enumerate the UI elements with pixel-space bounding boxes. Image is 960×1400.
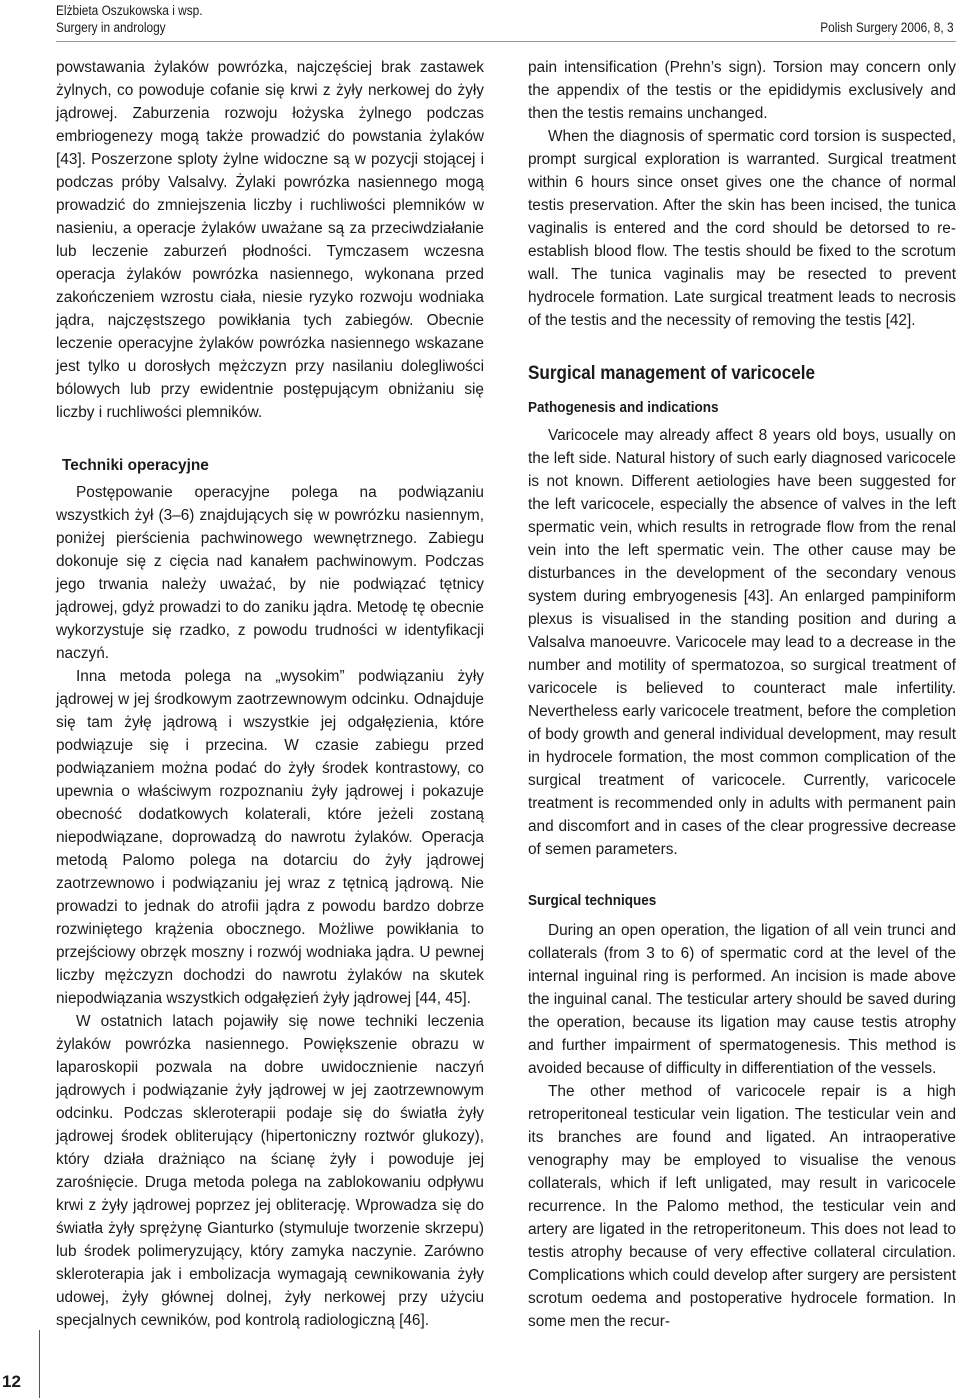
- header-section: Surgery in andrology: [56, 20, 166, 35]
- right-section-heading: Surgical management of varicocele: [528, 363, 816, 384]
- right-paragraph-4: During an open operation, the ligation of all vein trunci and collaterals (from 3 to 6) of spermatic cord at the level of the internal inguinal ring is performed. An incision is made above the inguinal canal. The testicular artery should be saved during the operation, because its ligation may cause testis atrophy and further impairment of spermatogenesis. This method is avoided because of difficulty in differentiation of the vessels.: [528, 922, 956, 1077]
- header-authors: Elżbieta Oszukowska i wsp.: [56, 3, 203, 18]
- right-paragraph-3: Varicocele may already affect 8 years old boys, usually on the left side. Natural history of such early diagnosed varicocele is not known. Different aetiologies have been suggested for the left varicocele, especially the absence of valves in the left spermatic vein, which results in retrograde flow from the renal vein into the left spermatic vein. The other cause may be disturbances in the development of the secondary venous system during embryogenesis [43]. An enlarged pampiniform plexus is visualised in the standing position and during a Valsalva manoeuvre. Varicocele may lead to a decrease in the number and motility of spermatozoa, so surgical treatment of varicocele is believed to counteract male infertility. Nevertheless early varicocele treatment, before the completion of body growth and general individual development, may result in hydrocele formation, the most common complication of the surgical treatment of varicocele. Currently, varicocele treatment is recommended only in adults with permanent pain and discomfort and in cases of the clear progressive decrease of semen parameters.: [528, 427, 956, 858]
- right-paragraph-5: The other method of varicocele repair is a high retroperitoneal testicular vein ligation. The testicular vein and its branches are found and ligated. An intraoperative venography may be employed to visualise the venous collaterals, which if left unligated, may result in varicocele recurrence. In the Palomo method, the testicular vein and artery are ligated in the retroperitoneum. This does not lead to testis atrophy because of very effective collateral circulation. Complications which could develop after surgery are persistent scrotum oedema and postoperative hydrocele formation. In some men the recur-: [528, 1083, 956, 1330]
- page-number: 12: [2, 1372, 21, 1391]
- left-section-heading: Techniki operacyjne: [62, 457, 209, 474]
- right-column: [528, 56, 956, 1333]
- right-subheading-pathogenesis: Pathogenesis and indications: [528, 399, 719, 416]
- header-journal: Polish Surgery 2006, 8, 3: [820, 20, 954, 35]
- right-paragraph-1: pain intensification (Prehn’s sign). Torsion may concern only the appendix of the testis or the epididymis exclusively and then the testis remains unchanged.: [528, 59, 956, 122]
- left-paragraph-4: W ostatnich latach pojawiły się nowe techniki leczenia żylaków powrózka nasiennego. Powiększenie obrazu w laparoskopii pozwala na dobre uwidocznienie naczyń jądrowych i podwiązanie żyły jądrowej w jej zaotrzewnowym odcinku. Podczas skleroterapii podaje się do światła żyły jądrowej środek obliterujący (hipertoniczny roztwór glukozy), który działa drażniąco na ścianę żyły i powoduje jej zarośnięcie. Druga metoda polega na zablokowaniu odpływu krwi z żyły jądrowej poprzez jej obliterację. Wprowadza się do światła żyły sprężynę Gianturko (stymuluje tworzenie skrzepu) lub środek polimeryzujący, który zamyka naczynie. Zarówno skleroterapia jak i embolizacja wymagają cewnikowania żyły udowej, żyły głównej dolnej, żyły nerkowej przy użyciu specjalnych cewników, pod kontrolą radiologiczną [46].: [56, 1013, 484, 1329]
- left-paragraph-1: powstawania żylaków powrózka, najczęściej brak zastawek żylnych, co powoduje cofanie się krwi z żyły nerkowej do żyły jądrowej. Zaburzenia rozwoju łożyska żylnego podczas embriogenezy mogą także prowadzić do powstania żylaków [43]. Poszerzone sploty żylne widoczne są w pozycji stojącej i podczas próby Valsalvy. Żylaki powrózka nasiennego mogą prowadzić do zmniejszenia liczby i ruchliwości plemników w nasieniu, a operacje żylaków uważane są za przeciwdziałanie lub leczenie zaburzeń płodności. Tymczasem wczesna operacja żylaków powrózka nasiennego, wykonana przed zakończeniem wzrostu ciała, niesie ryzyko rozwoju wodniaka jądra, najczęstszego powikłania tych zabiegów. Obecnie leczenie operacyjne żylaków powrózka nasiennego wskazane jest tylko u dorosłych mężczyzn przy nasilaniu dolegliwości bólowych lub przy ewidentnie postępującym obniżaniu się liczby i ruchliwości plemników.: [56, 59, 484, 421]
- left-paragraph-3: Inna metoda polega na „wysokim” podwiązaniu żyły jądrowej w jej środkowym zaotrzewnowym odcinku. Odnajduje się tam żyłę jądrową i wszystkie jej odgałęzienia, które podwiązuje się i przecina. W czasie zabiegu przed podwiązaniem można podać do żyły środek kontrastowy, co upewnia o właściwym rozpoznaniu żyły jądrowej i pokazuje obecność dodatkowych kolaterali, które jeżeli zostaną niepodwiązane, doprowadzą do nawrotu żylaków. Operacja metodą Palomo polega na dotarciu do żyły jądrowej zaotrzewnowo i podwiązaniu jej wraz z tętnicą jądrową. Nie prowadzi to jednak do atrofii jądra z powodu bardzo dobrze rozwiniętego krążenia obocznego. Możliwe powikłania to przejściowy obrzęk moszny i rozwój wodniaka jądra. U pewnej liczby mężczyzn dochodzi do nawrotu żylaków na skutek niepodwiązania wszystkich odgałęzień żyły jądrowej [44, 45].: [56, 668, 484, 1007]
- header-divider: [56, 41, 956, 42]
- left-column: [56, 56, 484, 1332]
- running-header-left: [56, 2, 203, 36]
- page-number-divider: [39, 1330, 40, 1398]
- right-paragraph-2: When the diagnosis of spermatic cord torsion is suspected, prompt surgical exploration is warranted. Surgical treatment within 6 hours since onset gives one the chance of normal testis preservation. After the skin has been incised, the tunica vaginalis is entered and the cord should be detorsed to re-establish blood flow. The testis should be fixed to the scrotum wall. The tunica vaginalis may be resected to prevent hydrocele formation. Late surgical treatment leads to necrosis of the testis and the necessity of removing the testis [42].: [528, 128, 956, 329]
- left-paragraph-2: Postępowanie operacyjne polega na podwiązaniu wszystkich żył (3–6) znajdujących się w powrózku nasiennym, poniżej pierścienia pachwinowego wewnętrznego. Zabiegu dokonuje się z cięcia nad kanałem pachwinowym. Podczas jego trwania należy uważać, by nie podwiązać tętnicy jądrowej, gdyż prowadzi to do zaniku jądra. Metodę tę obecnie wykorzystuje się rzadko, z powodu trudności w identyfikacji naczyń.: [56, 484, 484, 662]
- right-subheading-techniques: Surgical techniques: [528, 892, 657, 909]
